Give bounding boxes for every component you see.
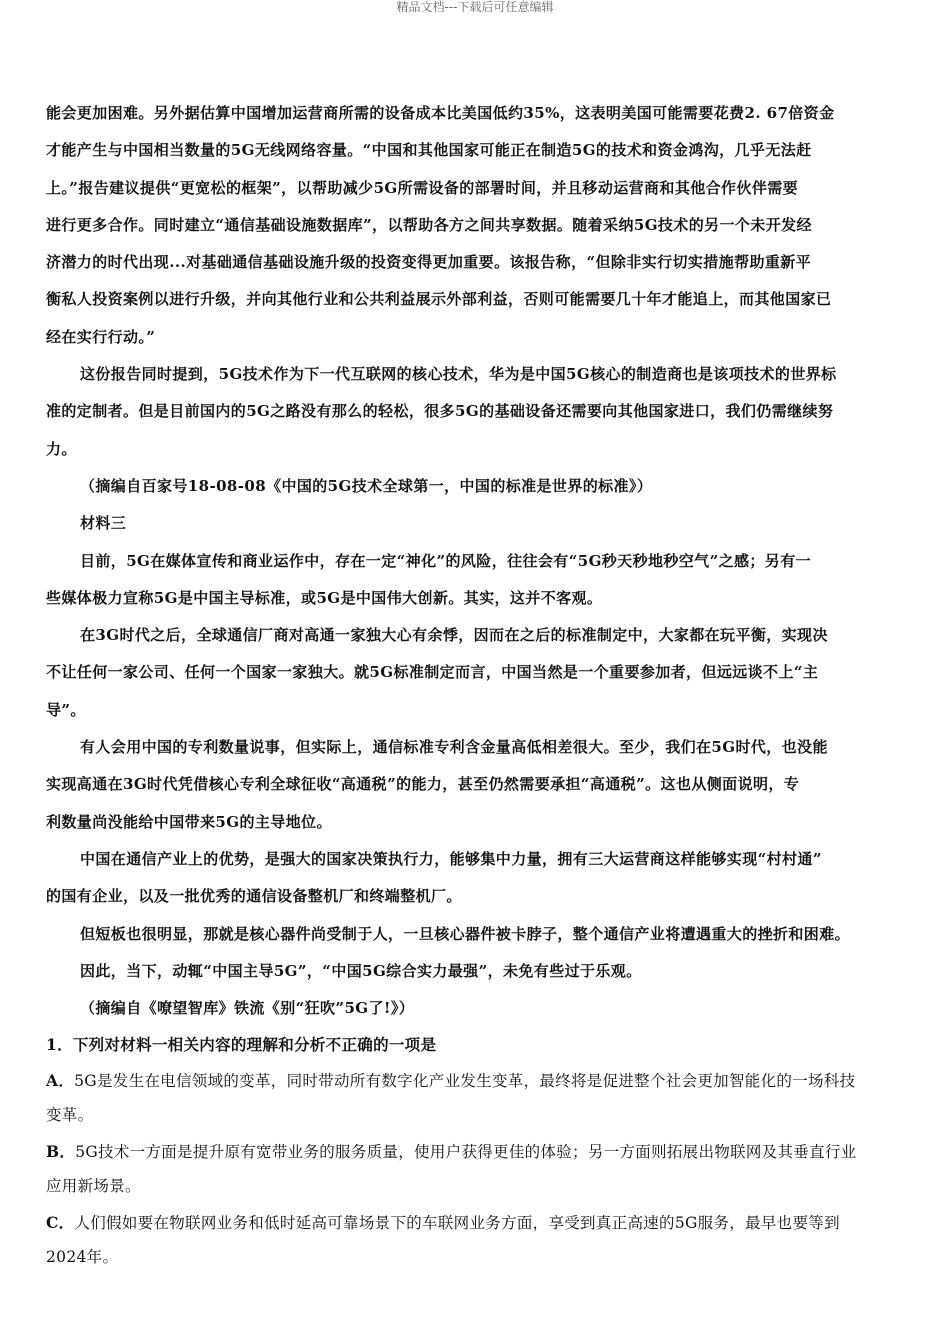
- option-c-continued: [46, 1240, 906, 1276]
- question-block: [46, 1027, 906, 1276]
- question-stem-text: 1．下列对材料一相关内容的理解和分析不正确的一项是: [46, 1035, 437, 1055]
- source-citation: （摘编自《嘹望智库》铁流《别“狂吹”5G了!》）: [80, 999, 415, 1018]
- paragraph-line: 进行更多合作。同时建立“通信基础设施数据库”，以帮助各方之间共享数据。随着采纳5G技术的另一个未开发经: [46, 215, 812, 234]
- paragraph-line: 实现高通在3G时代凭借核心专利全球征收“高通税”的能力，甚至仍然需要承担“高通税”。这也从侧面说明，专: [46, 775, 800, 794]
- option-text: 5G是发生在电信领域的变革，同时带动所有数字化产业发生变革，最终将是促进整个社会更加智能化的一场科技: [74, 1071, 856, 1090]
- option-label: C．: [46, 1212, 75, 1232]
- option-a: [46, 1063, 906, 1099]
- paragraph-line: 准的定制者。但是目前国内的5G之路没有那么的轻松，很多5G的基础设备还需要向其他国家进口，我们仍需继续努: [46, 402, 834, 421]
- paragraph-line: 不让任何一家公司、任何一个国家一家独大。就5G标准制定而言，中国当然是一个重要参加者，但远远谈不上“主: [46, 663, 819, 682]
- section-heading: 材料三: [80, 514, 127, 533]
- option-label: B．: [46, 1141, 76, 1161]
- paragraph-line: 利数量尚没能给中国带来5G的主导地位。: [46, 812, 332, 831]
- paragraph-line: 有人会用中国的专利数量说事，但实际上，通信标准专利含金量高低相差很大。至少，我们在5G时代，也没能: [80, 738, 828, 757]
- option-text: 5G技术一方面是提升原有宽带业务的服务质量，使用户获得更佳的体验；另一方面则拓展出物联网及其垂直行业: [75, 1142, 857, 1161]
- paragraph-line: 些媒体极力宣称5G是中国主导标准，或5G是中国伟大创新。其实，这并不客观。: [46, 588, 603, 607]
- option-a-continued: [46, 1098, 906, 1134]
- option-c: [46, 1205, 906, 1241]
- option-label: A．: [46, 1070, 75, 1090]
- paragraph-line: 能会更加困难。另外据估算中国增加运营商所需的设备成本比美国低约35%，这表明美国可能需要花费2. 67倍资金: [46, 104, 835, 122]
- option-b: [46, 1134, 906, 1170]
- option-b-continued: [46, 1169, 906, 1205]
- paragraph-line: 的国有企业，以及一批优秀的通信设备整机厂和终端整机厂。: [46, 887, 462, 906]
- paragraph-line: 济潜力的时代出现...对基础通信基础设施升级的投资变得更加重要。该报告称，“但除非实行切实措施帮助重新平: [46, 253, 812, 272]
- paragraph-line: 导”。: [46, 700, 86, 719]
- article-text: [46, 95, 906, 1027]
- source-citation: （摘编自百家号18-08-08《中国的5G技术全球第一，中国的标准是世界的标准》）: [80, 476, 653, 495]
- option-text: 2024年。: [46, 1248, 119, 1267]
- option-text: 人们假如要在物联网业务和低时延高可靠场景下的车联网业务方面，享受到真正高速的5G服务，最早也要等到: [74, 1213, 840, 1232]
- paragraph-line: 因此，当下，动辄“中国主导5G”，“中国5G综合实力最强”，未免有些过于乐观。: [80, 961, 642, 980]
- paragraph-line: 中国在通信产业上的优势，是强大的国家决策执行力，能够集中力量，拥有三大运营商这样能够实现“村村通”: [80, 849, 822, 868]
- paragraph-line: 经在实行行动。”: [46, 327, 156, 346]
- document-body: [46, 95, 906, 1276]
- page-header: 精品文档---下载后可任意编辑: [396, 0, 554, 14]
- option-text: 变革。: [46, 1106, 94, 1125]
- paragraph-line: 力。: [46, 439, 77, 458]
- paragraph-line: 这份报告同时提到，5G技术作为下一代互联网的核心技术，华为是中国5G核心的制造商也是该项技术的世界标: [80, 365, 837, 384]
- paragraph-line: 上。”报告建议提供“更宽松的框架”，以帮助减少5G所需设备的部署时间，并且移动运营商和其他合作伙伴需要: [46, 178, 799, 197]
- option-text: 应用新场景。: [46, 1177, 141, 1196]
- paragraph-line: 在3G时代之后，全球通信厂商对高通一家独大心有余悸，因而在之后的标准制定中，大家都在玩平衡，实现决: [80, 626, 828, 645]
- paragraph-line: 衡私人投资案例以进行升级，并向其他行业和公共利益展示外部利益，否则可能需要几十年才能追上，而其他国家已: [46, 290, 832, 309]
- paragraph-line: 但短板也很明显，那就是核心器件尚受制于人，一旦核心器件被卡脖子，整个通信产业将遭遇重大的挫折和困难。: [80, 924, 851, 943]
- paragraph-line: 才能产生与中国相当数量的5G无线网络容量。“中国和其他国家可能正在制造5G的技术和资金鸿沟，几乎无法赶: [46, 141, 812, 160]
- question-stem: [46, 1027, 906, 1063]
- paragraph-line: 目前，5G在媒体宣传和商业运作中，存在一定“神化”的风险，往往会有“5G秒天秒地秒空气”之感；另有一: [80, 551, 812, 570]
